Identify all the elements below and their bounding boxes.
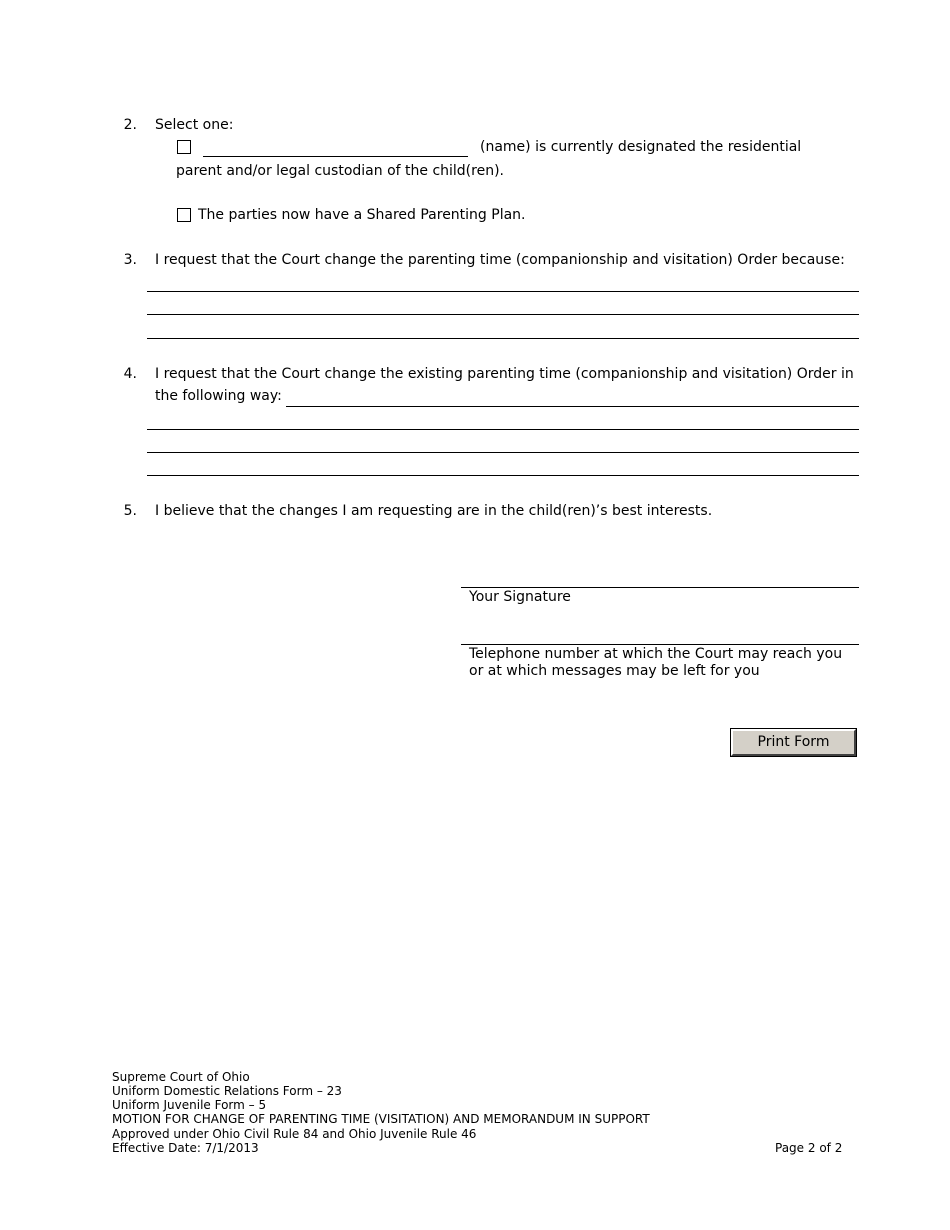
change-line-1[interactable] [286,406,859,407]
signature-label: Your Signature [469,589,571,605]
item-2-label: Select one: [155,117,234,133]
footer-juvenile-form: Uniform Juvenile Form – 5 [112,1098,267,1112]
reason-line-2[interactable] [147,314,859,315]
telephone-label-line1: Telephone number at which the Court may reach you [469,646,843,662]
item-2-option2-text: The parties now have a Shared Parenting Plan. [198,207,526,223]
change-line-3[interactable] [147,452,859,453]
item-3-text: I request that the Court change the parenting time (companionship and visitation) Order because: [155,252,845,268]
item-2-option1-continuation: parent and/or legal custodian of the child(ren). [176,163,504,179]
item-4-number: 4. [123,366,137,382]
item-2-option1-text: (name) is currently designated the residential [480,139,802,155]
item-5-text: I believe that the changes I am requesting are in the child(ren)’s best interests. [155,503,713,519]
reason-line-3[interactable] [147,338,859,339]
shared-parenting-checkbox[interactable] [177,208,191,222]
footer-court: Supreme Court of Ohio [112,1070,250,1084]
item-2-number: 2. [123,117,137,133]
item-4-text: I request that the Court change the existing parenting time (companionship and visitation) Order in [155,366,854,382]
change-line-2[interactable] [147,429,859,430]
signature-line[interactable] [461,587,859,588]
footer-approval: Approved under Ohio Civil Rule 84 and Ohio Juvenile Rule 46 [112,1127,477,1141]
change-line-4[interactable] [147,475,859,476]
page-number: Page 2 of 2 [775,1141,843,1155]
footer-dr-form: Uniform Domestic Relations Form – 23 [112,1084,342,1098]
reason-line-1[interactable] [147,291,859,292]
print-form-button[interactable]: Print Form [731,729,856,756]
item-4-text-continuation: the following way: [155,388,282,404]
telephone-line[interactable] [461,644,859,645]
item-5-number: 5. [123,503,137,519]
footer-form-title: MOTION FOR CHANGE OF PARENTING TIME (VISITATION) AND MEMORANDUM IN SUPPORT [112,1112,650,1126]
residential-parent-name-field[interactable] [203,156,468,157]
footer-effective-date: Effective Date: 7/1/2013 [112,1141,259,1155]
telephone-label-line2: or at which messages may be left for you [469,663,760,679]
residential-parent-checkbox[interactable] [177,140,191,154]
item-3-number: 3. [123,252,137,268]
